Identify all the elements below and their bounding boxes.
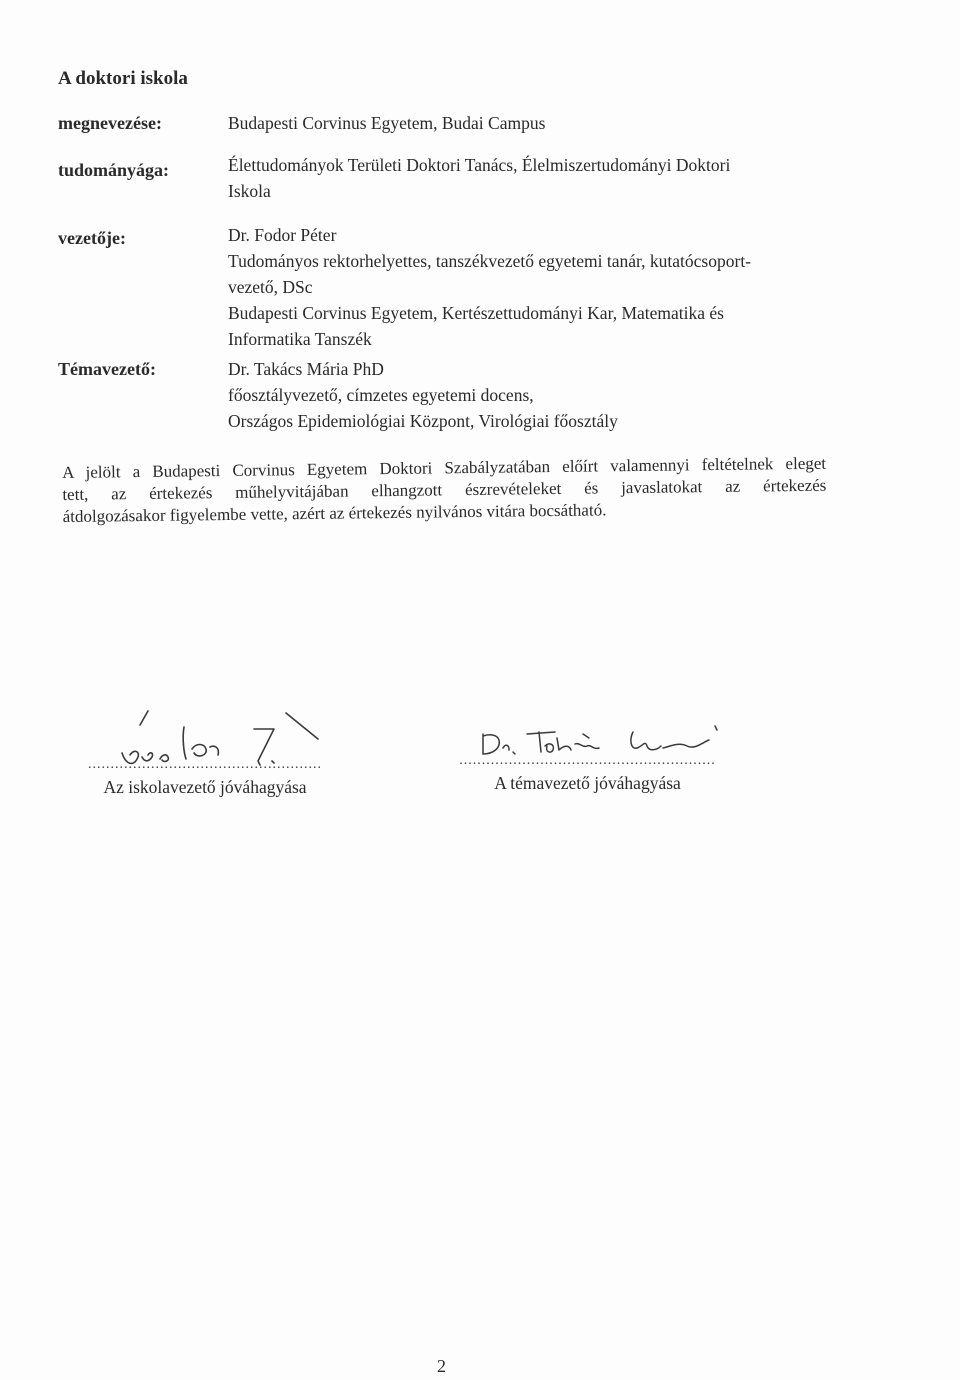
field-value-line: Budapesti Corvinus Egyetem, Budai Campus [228, 113, 546, 133]
field-value-line: Dr. Takács Mária PhD [228, 359, 384, 379]
field-value-head [228, 222, 828, 352]
field-value-supervisor [228, 356, 828, 434]
section-heading: A doktori iskola [58, 68, 188, 89]
page-number: 2 [437, 1356, 446, 1376]
statement-line: tett, az értekezés műhelyvitájában elhangzott észrevételeket és javaslatokat az értekezés [62, 475, 827, 504]
statement-line: A jelölt a Budapesti Corvinus Egyetem Doktori Szabályzatában előírt valamennyi feltételnek eleget [62, 453, 827, 482]
field-label-supervisor: Témavezető: [58, 359, 156, 379]
field-value-discipline [228, 152, 828, 204]
field-value-line: Élettudományok Területi Doktori Tanács, Élelmiszertudományi Doktori [228, 155, 731, 175]
signature-line: .................................................... [88, 757, 322, 772]
field-label-head: vezetője: [58, 228, 126, 248]
field-label-name: megnevezése: [58, 113, 162, 133]
field-value-line: Dr. Fodor Péter [228, 225, 337, 245]
field-value-line: Budapesti Corvinus Egyetem, Kertészettudományi Kar, Matematika és [228, 303, 724, 323]
field-label-discipline: tudományága: [58, 160, 170, 180]
field-value-line: Országos Epidemiológiai Központ, Virológiai főosztály [228, 411, 618, 431]
field-value-name [228, 110, 828, 136]
statement-line: átdolgozásakor figyelembe vette, azért az értekezés nyilvános vitára bocsátható. [62, 500, 607, 526]
supervisor-approval [440, 753, 735, 794]
school-head-approval-caption: Az iskolavezető jóváhagyása [103, 777, 307, 797]
field-value-line: Tudományos rektorhelyettes, tanszékvezető egyetemi tanár, kutatócsoport- [228, 251, 752, 271]
field-value-line: Iskola [228, 181, 271, 201]
field-value-line: főosztályvezető, címzetes egyetemi docens, [228, 385, 534, 405]
signature-line: ......................................................... [459, 753, 716, 768]
school-head-approval [60, 757, 350, 798]
field-value-line: Informatika Tanszék [228, 329, 372, 349]
field-value-line: vezető, DSc [228, 277, 313, 297]
supervisor-approval-caption: A témavezető jóváhagyása [494, 773, 681, 793]
statement-paragraph [62, 453, 827, 528]
